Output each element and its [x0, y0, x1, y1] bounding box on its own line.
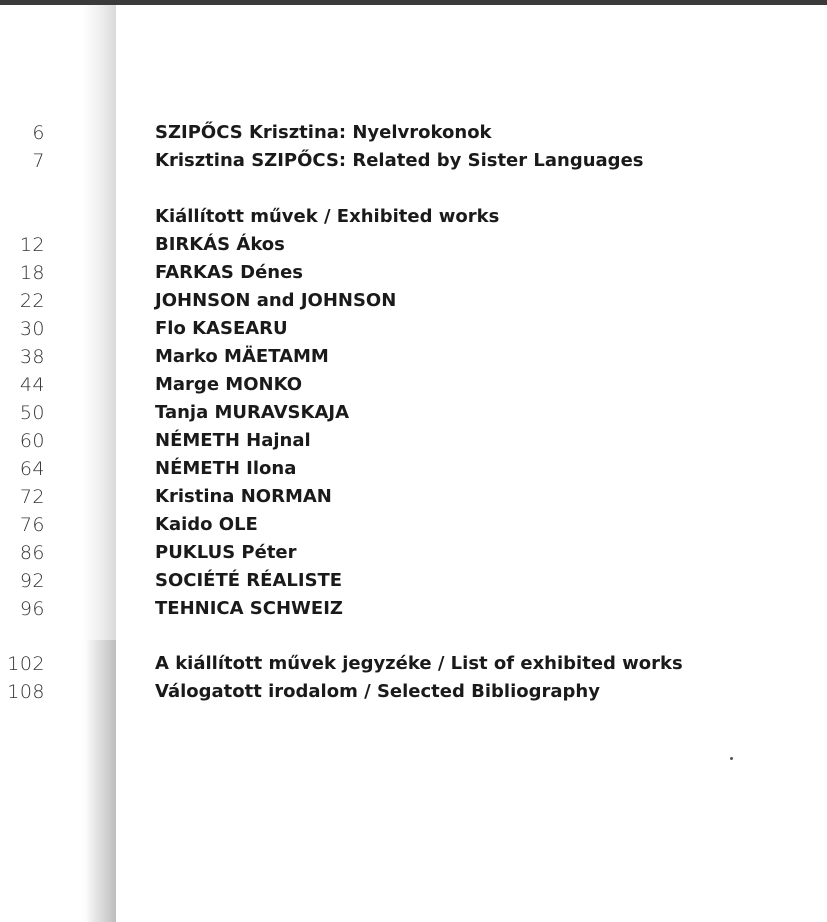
toc-entry-title: BIRKÁS Ákos: [155, 234, 285, 255]
toc-entry: [0, 259, 827, 287]
toc-entry: [0, 427, 827, 455]
toc-page-number: 6: [32, 122, 45, 144]
toc-page-number: 64: [19, 458, 45, 480]
toc-entry: [0, 371, 827, 399]
toc-section-heading: [0, 203, 827, 231]
toc-entry-title: Kaido OLE: [155, 514, 258, 535]
toc-entry-title: TEHNICA SCHWEIZ: [155, 598, 343, 619]
toc-entry-title: Válogatott irodalom / Selected Bibliography: [155, 681, 600, 702]
toc-entry: [0, 455, 827, 483]
toc-page-number: 102: [7, 653, 45, 675]
page-speck: [730, 757, 733, 760]
toc-entry: [0, 567, 827, 595]
toc-entry-title: Tanja MURAVSKAJA: [155, 402, 350, 423]
toc-page-number: 22: [19, 290, 45, 312]
toc-entry-title: Flo KASEARU: [155, 318, 288, 339]
toc-page-number: 38: [19, 346, 45, 368]
toc-entry-title: NÉMETH Hajnal: [155, 430, 311, 451]
toc-page-number: 50: [19, 402, 45, 424]
toc-entry: [0, 650, 827, 678]
toc-entry-title: Kiállított művek / Exhibited works: [155, 206, 500, 227]
toc-entry-title: Marge MONKO: [155, 374, 303, 395]
toc-page-number: 44: [19, 374, 45, 396]
toc-page-number: 72: [19, 486, 45, 508]
toc-page-number: 12: [19, 234, 45, 256]
toc-page-number: 18: [19, 262, 45, 284]
toc-page-number: 7: [32, 150, 45, 172]
toc-entry: [0, 287, 827, 315]
toc-entry: [0, 119, 827, 147]
toc-page-number: 92: [19, 570, 45, 592]
toc-entry-title: FARKAS Dénes: [155, 262, 304, 283]
toc-entry: [0, 343, 827, 371]
toc-page-number: 76: [19, 514, 45, 536]
toc-page-number: 60: [19, 430, 45, 452]
toc-entry-title: SZIPŐCS Krisztina: Nyelvrokonok: [155, 122, 492, 143]
toc-entry-title: Kristina NORMAN: [155, 486, 332, 507]
toc-entry: [0, 147, 827, 175]
toc-page-number: 30: [19, 318, 45, 340]
toc-entry: [0, 483, 827, 511]
toc-entry-title: SOCIÉTÉ RÉALISTE: [155, 570, 343, 591]
toc-page-number: 96: [19, 598, 45, 620]
toc-entry-title: A kiállított művek jegyzéke / List of exhibited works: [155, 653, 683, 674]
toc-entry-title: Marko MÄETAMM: [155, 346, 329, 367]
toc-page-number: 108: [7, 681, 45, 703]
toc-entry: [0, 595, 827, 623]
toc-entry-title: PUKLUS Péter: [155, 542, 297, 563]
toc-entry: [0, 511, 827, 539]
toc-entry-title: Krisztina SZIPŐCS: Related by Sister Languages: [155, 150, 644, 171]
toc-entry-title: NÉMETH Ilona: [155, 458, 297, 479]
toc-entry: [0, 399, 827, 427]
toc-entry: [0, 678, 827, 706]
page-top-edge: [0, 0, 827, 5]
toc-entry: [0, 539, 827, 567]
toc-entry: [0, 315, 827, 343]
toc-entry-title: JOHNSON and JOHNSON: [155, 290, 397, 311]
toc-page-number: 86: [19, 542, 45, 564]
toc-entry: [0, 231, 827, 259]
